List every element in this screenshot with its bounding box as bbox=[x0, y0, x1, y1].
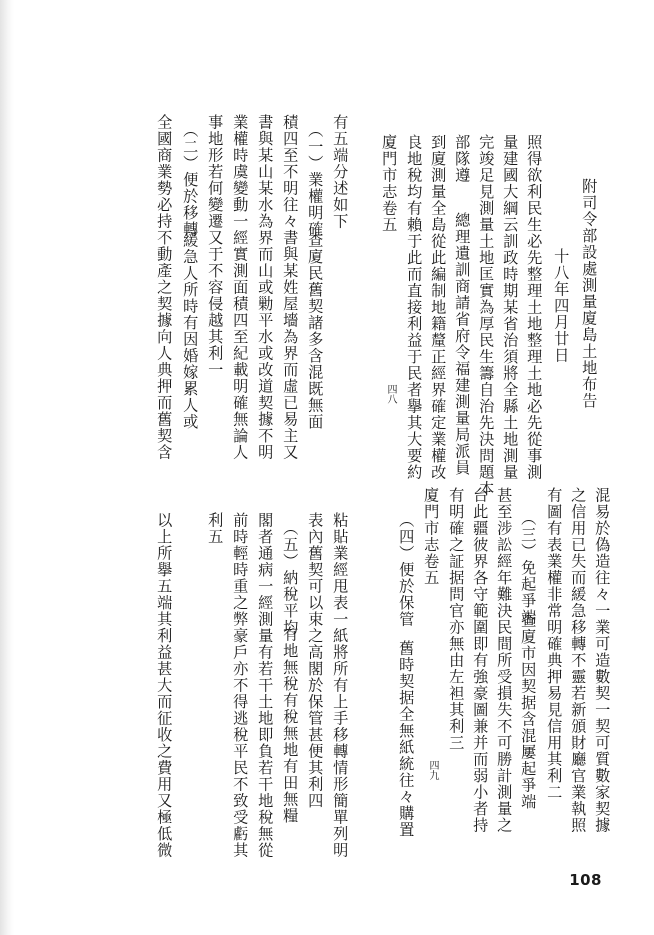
upper-note: 緩急人所時有因婚嫁累人或 bbox=[181, 232, 200, 430]
lower-body-line: 之信用已失而緩急移轉不靈若新頒財廳官業執照 bbox=[569, 487, 588, 834]
lower-source-line: 廈門市志卷五 bbox=[422, 487, 441, 586]
lower-body-line: 甚至涉訟經年難決民間所受損失不可勝計測量之 bbox=[495, 487, 514, 834]
upper-note: 查廈民舊契諸多含混既無面 bbox=[306, 232, 325, 430]
lower-section-heading: （四）便於保管 bbox=[397, 512, 416, 628]
lower-body-line: 有圖有表業權非常明確典押易見信用其利二 bbox=[545, 487, 564, 801]
lower-body-line: 有明確之証据問官亦無由左袒其利三 bbox=[447, 487, 466, 751]
lower-section-heading: （三）免起爭端 bbox=[519, 510, 538, 626]
upper-body-line: 良地稅均有賴于此而直接利益于民者擧其大要約 bbox=[405, 134, 424, 481]
upper-source-line: 廈門市志卷五 bbox=[380, 134, 399, 233]
lower-body-line: 台此疆彼界各守範圍即有強豪圖兼并而弱小者持 bbox=[471, 487, 490, 834]
lower-body-line: 閣者通病一經測量有若干土地即負若干地稅無從 bbox=[256, 512, 275, 859]
lower-section-heading: （五）納稅平均 bbox=[281, 520, 300, 636]
upper-body-line: 事地形若何變遷又于不容侵越其利一 bbox=[206, 114, 225, 378]
lower-body-line: 混易於偽造往々一業可造數契一契可質數家契據 bbox=[593, 487, 612, 834]
lower-body-line: 表內舊契可以束之高閣於保管甚便其利四 bbox=[306, 512, 325, 809]
upper-body-line: 部隊遵 bbox=[453, 134, 472, 184]
upper-section-heading: （一）業權明確 bbox=[306, 122, 325, 238]
page-edge-shadow bbox=[0, 0, 14, 935]
lower-note: 查廈市因契据含混屢起爭端 bbox=[519, 612, 538, 810]
upper-body-line: 書與某山某水為界而山或勦平水或改道契據不明 bbox=[256, 114, 275, 461]
upper-body-line: 總理遺訓商請省府令福建測量局派員 bbox=[453, 212, 472, 476]
lower-body-line: 利五 bbox=[206, 512, 225, 545]
lower-note: 有地無稅有稅無地有田無糧 bbox=[281, 626, 300, 824]
upper-body-line: 量建國大綱云訓政時期某省治須將全縣土地測量 bbox=[501, 134, 520, 481]
upper-folio: 四八 bbox=[385, 384, 396, 404]
lower-folio: 四九 bbox=[427, 760, 438, 780]
document-page bbox=[14, 0, 654, 935]
upper-date: 十八年四月廿日 bbox=[552, 248, 571, 364]
lower-body-line: 前時輕時重之弊豪戶亦不得逃稅平民不致受虧其 bbox=[231, 512, 250, 859]
upper-body-line: 業權時虞變動一經實測面積四至紀載明確無論人 bbox=[231, 114, 250, 461]
upper-body-line: 照得欲利民生必先整理土地整理土地必先從事測 bbox=[525, 134, 544, 481]
upper-section-heading: （二）便於移轉 bbox=[181, 122, 200, 238]
upper-body-line: 有五端分述如下 bbox=[331, 114, 350, 230]
lower-body-line: 粘貼業經甩表一紙將所有上手移轉情形簡單列明 bbox=[331, 512, 350, 859]
upper-body-line: 完竣足見測量土地匡實為厚民生籌自治先決問題本 bbox=[477, 134, 496, 497]
upper-body-line: 全國商業勢必持不動產之契據向人典押而舊契含 bbox=[155, 114, 174, 461]
upper-title: 附司令部設處測量廈島土地布告 bbox=[580, 178, 599, 409]
lower-note: 舊時契据全無紙統往々購置 bbox=[397, 640, 416, 838]
upper-body-line: 到廈測量全島從此編制地籍釐正經界確定業權改 bbox=[429, 134, 448, 481]
page-number: 108 bbox=[569, 871, 602, 889]
lower-body-line: 以上所擧五端其利益甚大而征收之費用又極低微 bbox=[155, 512, 174, 859]
upper-body-line: 積四至不明往々書與某姓屋墻為界而虛已易主又 bbox=[281, 114, 300, 461]
